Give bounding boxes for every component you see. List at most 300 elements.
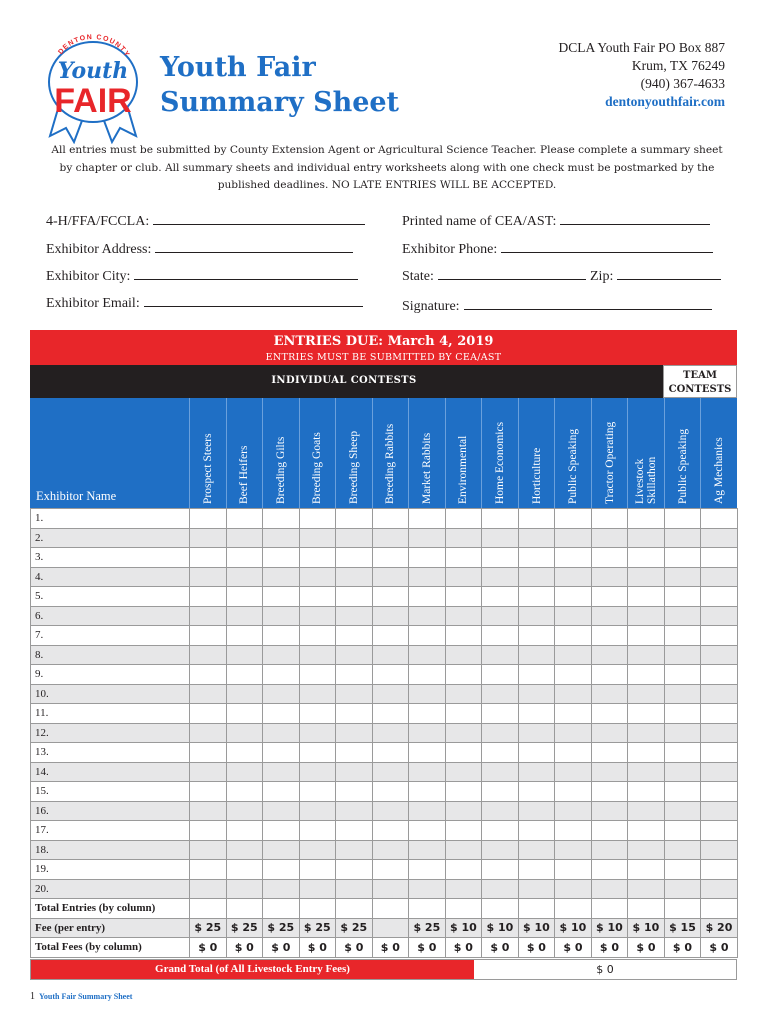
email-field[interactable] bbox=[46, 295, 363, 312]
phone-field[interactable] bbox=[402, 241, 713, 258]
entry-cell[interactable] bbox=[226, 548, 263, 568]
entry-cell[interactable] bbox=[591, 762, 628, 782]
entry-cell[interactable] bbox=[482, 723, 519, 743]
entry-cell[interactable] bbox=[664, 801, 701, 821]
fee-cell[interactable]: $ 25 bbox=[409, 918, 446, 938]
total-cell[interactable] bbox=[701, 899, 738, 919]
row-number[interactable]: 16. bbox=[31, 801, 190, 821]
entry-cell[interactable] bbox=[336, 684, 373, 704]
entry-cell[interactable] bbox=[263, 723, 300, 743]
entry-cell[interactable] bbox=[482, 626, 519, 646]
state-field[interactable] bbox=[402, 268, 586, 285]
entry-cell[interactable] bbox=[299, 723, 336, 743]
entry-cell[interactable] bbox=[445, 606, 482, 626]
entry-cell[interactable] bbox=[518, 860, 555, 880]
entry-cell[interactable] bbox=[628, 548, 665, 568]
row-number[interactable]: 14. bbox=[31, 762, 190, 782]
entry-cell[interactable] bbox=[591, 587, 628, 607]
entry-cell[interactable] bbox=[628, 782, 665, 802]
entry-cell[interactable] bbox=[628, 762, 665, 782]
total-cell[interactable] bbox=[336, 899, 373, 919]
entry-cell[interactable] bbox=[664, 645, 701, 665]
entry-cell[interactable] bbox=[299, 567, 336, 587]
entry-cell[interactable] bbox=[518, 528, 555, 548]
entry-cell[interactable] bbox=[628, 684, 665, 704]
entry-cell[interactable] bbox=[628, 645, 665, 665]
row-number[interactable]: 9. bbox=[31, 665, 190, 685]
entry-cell[interactable] bbox=[372, 645, 409, 665]
entry-cell[interactable] bbox=[190, 782, 227, 802]
entry-cell[interactable] bbox=[190, 704, 227, 724]
entry-cell[interactable] bbox=[336, 509, 373, 529]
entry-cell[interactable] bbox=[299, 645, 336, 665]
entry-cell[interactable] bbox=[518, 548, 555, 568]
entry-cell[interactable] bbox=[190, 801, 227, 821]
entry-cell[interactable] bbox=[226, 665, 263, 685]
entry-cell[interactable] bbox=[336, 840, 373, 860]
entry-cell[interactable] bbox=[263, 665, 300, 685]
entry-cell[interactable] bbox=[263, 840, 300, 860]
entry-cell[interactable] bbox=[226, 587, 263, 607]
entry-cell[interactable] bbox=[336, 879, 373, 899]
entry-cell[interactable] bbox=[226, 704, 263, 724]
entry-cell[interactable] bbox=[263, 821, 300, 841]
fees-cell[interactable]: $ 0 bbox=[372, 938, 409, 958]
entry-cell[interactable] bbox=[445, 704, 482, 724]
entry-cell[interactable] bbox=[628, 606, 665, 626]
entry-cell[interactable] bbox=[263, 645, 300, 665]
entry-cell[interactable] bbox=[701, 548, 738, 568]
entry-cell[interactable] bbox=[701, 626, 738, 646]
entry-cell[interactable] bbox=[591, 879, 628, 899]
entry-cell[interactable] bbox=[591, 821, 628, 841]
entry-cell[interactable] bbox=[482, 528, 519, 548]
entry-cell[interactable] bbox=[190, 548, 227, 568]
entry-cell[interactable] bbox=[445, 879, 482, 899]
entry-cell[interactable] bbox=[409, 879, 446, 899]
entry-cell[interactable] bbox=[664, 723, 701, 743]
entry-cell[interactable] bbox=[336, 548, 373, 568]
entry-cell[interactable] bbox=[701, 723, 738, 743]
total-cell[interactable] bbox=[299, 899, 336, 919]
entry-cell[interactable] bbox=[299, 782, 336, 802]
entry-cell[interactable] bbox=[190, 743, 227, 763]
entry-cell[interactable] bbox=[263, 879, 300, 899]
entry-cell[interactable] bbox=[555, 645, 592, 665]
entry-cell[interactable] bbox=[482, 704, 519, 724]
row-number[interactable]: 13. bbox=[31, 743, 190, 763]
entry-cell[interactable] bbox=[555, 840, 592, 860]
entry-cell[interactable] bbox=[190, 509, 227, 529]
entry-cell[interactable] bbox=[555, 606, 592, 626]
entry-cell[interactable] bbox=[372, 860, 409, 880]
row-number[interactable]: 17. bbox=[31, 821, 190, 841]
fee-cell[interactable] bbox=[372, 918, 409, 938]
entry-cell[interactable] bbox=[518, 782, 555, 802]
fee-cell[interactable]: $ 25 bbox=[226, 918, 263, 938]
entry-cell[interactable] bbox=[409, 684, 446, 704]
entry-cell[interactable] bbox=[591, 801, 628, 821]
entry-cell[interactable] bbox=[555, 567, 592, 587]
entry-cell[interactable] bbox=[336, 860, 373, 880]
address-field[interactable] bbox=[46, 241, 353, 258]
total-cell[interactable] bbox=[190, 899, 227, 919]
entry-cell[interactable] bbox=[263, 860, 300, 880]
entry-cell[interactable] bbox=[263, 509, 300, 529]
entry-cell[interactable] bbox=[518, 665, 555, 685]
entry-cell[interactable] bbox=[482, 801, 519, 821]
entry-cell[interactable] bbox=[664, 879, 701, 899]
entry-cell[interactable] bbox=[263, 587, 300, 607]
entry-cell[interactable] bbox=[409, 840, 446, 860]
entry-cell[interactable] bbox=[372, 606, 409, 626]
fees-cell[interactable]: $ 0 bbox=[518, 938, 555, 958]
entry-cell[interactable] bbox=[445, 528, 482, 548]
entry-cell[interactable] bbox=[555, 743, 592, 763]
entry-cell[interactable] bbox=[372, 665, 409, 685]
entry-cell[interactable] bbox=[701, 665, 738, 685]
entry-cell[interactable] bbox=[701, 704, 738, 724]
entry-cell[interactable] bbox=[445, 626, 482, 646]
entry-cell[interactable] bbox=[372, 821, 409, 841]
entry-cell[interactable] bbox=[445, 782, 482, 802]
entry-cell[interactable] bbox=[336, 704, 373, 724]
row-number[interactable]: 10. bbox=[31, 684, 190, 704]
entry-cell[interactable] bbox=[701, 860, 738, 880]
entry-cell[interactable] bbox=[226, 528, 263, 548]
entry-cell[interactable] bbox=[555, 801, 592, 821]
entry-cell[interactable] bbox=[701, 821, 738, 841]
fee-cell[interactable]: $ 25 bbox=[190, 918, 227, 938]
entry-cell[interactable] bbox=[664, 509, 701, 529]
entry-cell[interactable] bbox=[555, 860, 592, 880]
entry-cell[interactable] bbox=[190, 723, 227, 743]
fee-cell[interactable]: $ 10 bbox=[628, 918, 665, 938]
entry-cell[interactable] bbox=[299, 509, 336, 529]
entry-cell[interactable] bbox=[701, 782, 738, 802]
entry-cell[interactable] bbox=[482, 645, 519, 665]
total-cell[interactable] bbox=[445, 899, 482, 919]
entry-cell[interactable] bbox=[701, 645, 738, 665]
entry-cell[interactable] bbox=[555, 782, 592, 802]
entry-cell[interactable] bbox=[555, 684, 592, 704]
entry-cell[interactable] bbox=[518, 645, 555, 665]
entry-cell[interactable] bbox=[555, 762, 592, 782]
entry-cell[interactable] bbox=[409, 860, 446, 880]
entry-cell[interactable] bbox=[591, 665, 628, 685]
entry-cell[interactable] bbox=[591, 723, 628, 743]
fees-cell[interactable]: $ 0 bbox=[263, 938, 300, 958]
entry-cell[interactable] bbox=[409, 548, 446, 568]
entry-cell[interactable] bbox=[664, 762, 701, 782]
entry-cell[interactable] bbox=[299, 821, 336, 841]
entry-cell[interactable] bbox=[482, 548, 519, 568]
entry-cell[interactable] bbox=[409, 509, 446, 529]
club-field[interactable] bbox=[46, 213, 365, 230]
entry-cell[interactable] bbox=[190, 665, 227, 685]
entry-cell[interactable] bbox=[226, 626, 263, 646]
entry-cell[interactable] bbox=[482, 509, 519, 529]
entry-cell[interactable] bbox=[664, 665, 701, 685]
entry-cell[interactable] bbox=[518, 626, 555, 646]
row-number[interactable]: 12. bbox=[31, 723, 190, 743]
entry-cell[interactable] bbox=[336, 723, 373, 743]
entry-cell[interactable] bbox=[591, 645, 628, 665]
signature-field[interactable] bbox=[402, 298, 712, 315]
entry-cell[interactable] bbox=[445, 801, 482, 821]
zip-field[interactable] bbox=[590, 268, 721, 285]
entry-cell[interactable] bbox=[445, 860, 482, 880]
total-cell[interactable] bbox=[263, 899, 300, 919]
entry-cell[interactable] bbox=[409, 762, 446, 782]
entry-cell[interactable] bbox=[518, 567, 555, 587]
entry-cell[interactable] bbox=[445, 587, 482, 607]
entry-cell[interactable] bbox=[336, 801, 373, 821]
row-number[interactable]: 2. bbox=[31, 528, 190, 548]
entry-cell[interactable] bbox=[591, 743, 628, 763]
entry-cell[interactable] bbox=[664, 567, 701, 587]
entry-cell[interactable] bbox=[263, 762, 300, 782]
entry-cell[interactable] bbox=[701, 840, 738, 860]
entry-cell[interactable] bbox=[372, 528, 409, 548]
entry-cell[interactable] bbox=[555, 704, 592, 724]
entry-cell[interactable] bbox=[372, 840, 409, 860]
entry-cell[interactable] bbox=[445, 743, 482, 763]
total-cell[interactable] bbox=[555, 899, 592, 919]
entry-cell[interactable] bbox=[226, 860, 263, 880]
entry-cell[interactable] bbox=[628, 743, 665, 763]
entry-cell[interactable] bbox=[591, 840, 628, 860]
entry-cell[interactable] bbox=[226, 743, 263, 763]
entry-cell[interactable] bbox=[591, 528, 628, 548]
entry-cell[interactable] bbox=[409, 704, 446, 724]
entry-cell[interactable] bbox=[226, 840, 263, 860]
entry-cell[interactable] bbox=[482, 606, 519, 626]
row-number[interactable]: 7. bbox=[31, 626, 190, 646]
entry-cell[interactable] bbox=[336, 821, 373, 841]
entry-cell[interactable] bbox=[555, 626, 592, 646]
entry-cell[interactable] bbox=[190, 762, 227, 782]
entry-cell[interactable] bbox=[299, 704, 336, 724]
entry-cell[interactable] bbox=[372, 723, 409, 743]
entry-cell[interactable] bbox=[336, 587, 373, 607]
entry-cell[interactable] bbox=[518, 821, 555, 841]
entry-cell[interactable] bbox=[591, 626, 628, 646]
total-cell[interactable] bbox=[664, 899, 701, 919]
entry-cell[interactable] bbox=[263, 567, 300, 587]
entry-cell[interactable] bbox=[482, 821, 519, 841]
entry-cell[interactable] bbox=[445, 509, 482, 529]
entry-cell[interactable] bbox=[190, 821, 227, 841]
entry-cell[interactable] bbox=[409, 782, 446, 802]
fees-cell[interactable]: $ 0 bbox=[409, 938, 446, 958]
entry-cell[interactable] bbox=[518, 704, 555, 724]
entry-cell[interactable] bbox=[409, 743, 446, 763]
entry-cell[interactable] bbox=[190, 684, 227, 704]
total-cell[interactable] bbox=[372, 899, 409, 919]
entry-cell[interactable] bbox=[226, 645, 263, 665]
entry-cell[interactable] bbox=[190, 567, 227, 587]
entry-cell[interactable] bbox=[190, 606, 227, 626]
entry-cell[interactable] bbox=[299, 801, 336, 821]
entry-cell[interactable] bbox=[226, 606, 263, 626]
entry-cell[interactable] bbox=[299, 743, 336, 763]
entry-cell[interactable] bbox=[482, 762, 519, 782]
entry-cell[interactable] bbox=[263, 606, 300, 626]
entry-cell[interactable] bbox=[263, 626, 300, 646]
entry-cell[interactable] bbox=[226, 821, 263, 841]
entry-cell[interactable] bbox=[701, 528, 738, 548]
entry-cell[interactable] bbox=[445, 645, 482, 665]
entry-cell[interactable] bbox=[299, 528, 336, 548]
entry-cell[interactable] bbox=[482, 879, 519, 899]
entry-cell[interactable] bbox=[591, 509, 628, 529]
entry-cell[interactable] bbox=[299, 840, 336, 860]
entry-cell[interactable] bbox=[409, 801, 446, 821]
entry-cell[interactable] bbox=[591, 567, 628, 587]
entry-cell[interactable] bbox=[226, 684, 263, 704]
entry-cell[interactable] bbox=[628, 840, 665, 860]
total-cell[interactable] bbox=[628, 899, 665, 919]
row-number[interactable]: 1. bbox=[31, 509, 190, 529]
fees-cell[interactable]: $ 0 bbox=[555, 938, 592, 958]
entry-cell[interactable] bbox=[409, 567, 446, 587]
entry-cell[interactable] bbox=[628, 860, 665, 880]
row-number[interactable]: 20. bbox=[31, 879, 190, 899]
entry-cell[interactable] bbox=[445, 840, 482, 860]
row-number[interactable]: 5. bbox=[31, 587, 190, 607]
fees-cell[interactable]: $ 0 bbox=[664, 938, 701, 958]
entry-cell[interactable] bbox=[701, 587, 738, 607]
total-cell[interactable] bbox=[591, 899, 628, 919]
entry-cell[interactable] bbox=[372, 879, 409, 899]
entry-cell[interactable] bbox=[190, 528, 227, 548]
entry-cell[interactable] bbox=[701, 743, 738, 763]
entry-cell[interactable] bbox=[518, 684, 555, 704]
entry-cell[interactable] bbox=[555, 879, 592, 899]
entry-cell[interactable] bbox=[190, 645, 227, 665]
entry-cell[interactable] bbox=[628, 509, 665, 529]
entry-cell[interactable] bbox=[518, 879, 555, 899]
entry-cell[interactable] bbox=[664, 684, 701, 704]
entry-cell[interactable] bbox=[190, 879, 227, 899]
entry-cell[interactable] bbox=[263, 548, 300, 568]
entry-cell[interactable] bbox=[628, 587, 665, 607]
entry-cell[interactable] bbox=[482, 567, 519, 587]
entry-cell[interactable] bbox=[372, 548, 409, 568]
entry-cell[interactable] bbox=[701, 567, 738, 587]
entry-cell[interactable] bbox=[336, 743, 373, 763]
row-number[interactable]: 4. bbox=[31, 567, 190, 587]
entry-cell[interactable] bbox=[628, 801, 665, 821]
entry-cell[interactable] bbox=[628, 879, 665, 899]
entry-cell[interactable] bbox=[628, 723, 665, 743]
entry-cell[interactable] bbox=[299, 606, 336, 626]
entry-cell[interactable] bbox=[226, 782, 263, 802]
entry-cell[interactable] bbox=[628, 626, 665, 646]
entry-cell[interactable] bbox=[518, 801, 555, 821]
entry-cell[interactable] bbox=[372, 587, 409, 607]
entry-cell[interactable] bbox=[555, 548, 592, 568]
fees-cell[interactable]: $ 0 bbox=[701, 938, 738, 958]
entry-cell[interactable] bbox=[701, 879, 738, 899]
entry-cell[interactable] bbox=[628, 821, 665, 841]
entry-cell[interactable] bbox=[409, 645, 446, 665]
entry-cell[interactable] bbox=[518, 606, 555, 626]
entry-cell[interactable] bbox=[445, 821, 482, 841]
entry-cell[interactable] bbox=[482, 665, 519, 685]
entry-cell[interactable] bbox=[664, 743, 701, 763]
entry-cell[interactable] bbox=[482, 743, 519, 763]
entry-cell[interactable] bbox=[664, 821, 701, 841]
printed-name-field[interactable] bbox=[402, 213, 710, 230]
fee-cell[interactable]: $ 10 bbox=[518, 918, 555, 938]
entry-cell[interactable] bbox=[336, 665, 373, 685]
entry-cell[interactable] bbox=[299, 626, 336, 646]
fees-cell[interactable]: $ 0 bbox=[591, 938, 628, 958]
entry-cell[interactable] bbox=[263, 782, 300, 802]
entry-cell[interactable] bbox=[336, 528, 373, 548]
row-number[interactable]: 11. bbox=[31, 704, 190, 724]
entry-cell[interactable] bbox=[226, 567, 263, 587]
entry-cell[interactable] bbox=[664, 528, 701, 548]
entry-cell[interactable] bbox=[372, 704, 409, 724]
entry-cell[interactable] bbox=[445, 665, 482, 685]
entry-cell[interactable] bbox=[555, 665, 592, 685]
entry-cell[interactable] bbox=[664, 840, 701, 860]
entry-cell[interactable] bbox=[445, 684, 482, 704]
entry-cell[interactable] bbox=[299, 879, 336, 899]
entry-cell[interactable] bbox=[518, 509, 555, 529]
entry-cell[interactable] bbox=[372, 762, 409, 782]
entry-cell[interactable] bbox=[445, 723, 482, 743]
fee-cell[interactable]: $ 20 bbox=[701, 918, 738, 938]
fee-cell[interactable]: $ 25 bbox=[336, 918, 373, 938]
entry-cell[interactable] bbox=[372, 782, 409, 802]
entry-cell[interactable] bbox=[299, 665, 336, 685]
entry-cell[interactable] bbox=[409, 723, 446, 743]
fee-cell[interactable]: $ 15 bbox=[664, 918, 701, 938]
fee-cell[interactable]: $ 10 bbox=[445, 918, 482, 938]
entry-cell[interactable] bbox=[226, 509, 263, 529]
fees-cell[interactable]: $ 0 bbox=[226, 938, 263, 958]
fees-cell[interactable]: $ 0 bbox=[445, 938, 482, 958]
fees-cell[interactable]: $ 0 bbox=[628, 938, 665, 958]
row-number[interactable]: 19. bbox=[31, 860, 190, 880]
row-number[interactable]: 15. bbox=[31, 782, 190, 802]
entry-cell[interactable] bbox=[226, 879, 263, 899]
entry-cell[interactable] bbox=[591, 782, 628, 802]
entry-cell[interactable] bbox=[299, 587, 336, 607]
entry-cell[interactable] bbox=[664, 587, 701, 607]
entry-cell[interactable] bbox=[591, 548, 628, 568]
entry-cell[interactable] bbox=[263, 743, 300, 763]
contact-website-link[interactable]: dentonyouthfair.com bbox=[605, 94, 725, 109]
entry-cell[interactable] bbox=[555, 723, 592, 743]
entry-cell[interactable] bbox=[299, 860, 336, 880]
entry-cell[interactable] bbox=[701, 684, 738, 704]
entry-cell[interactable] bbox=[336, 762, 373, 782]
entry-cell[interactable] bbox=[628, 704, 665, 724]
entry-cell[interactable] bbox=[628, 665, 665, 685]
entry-cell[interactable] bbox=[591, 704, 628, 724]
entry-cell[interactable] bbox=[409, 587, 446, 607]
fee-cell[interactable]: $ 25 bbox=[299, 918, 336, 938]
entry-cell[interactable] bbox=[701, 509, 738, 529]
entry-cell[interactable] bbox=[372, 509, 409, 529]
entry-cell[interactable] bbox=[518, 743, 555, 763]
entry-cell[interactable] bbox=[518, 762, 555, 782]
